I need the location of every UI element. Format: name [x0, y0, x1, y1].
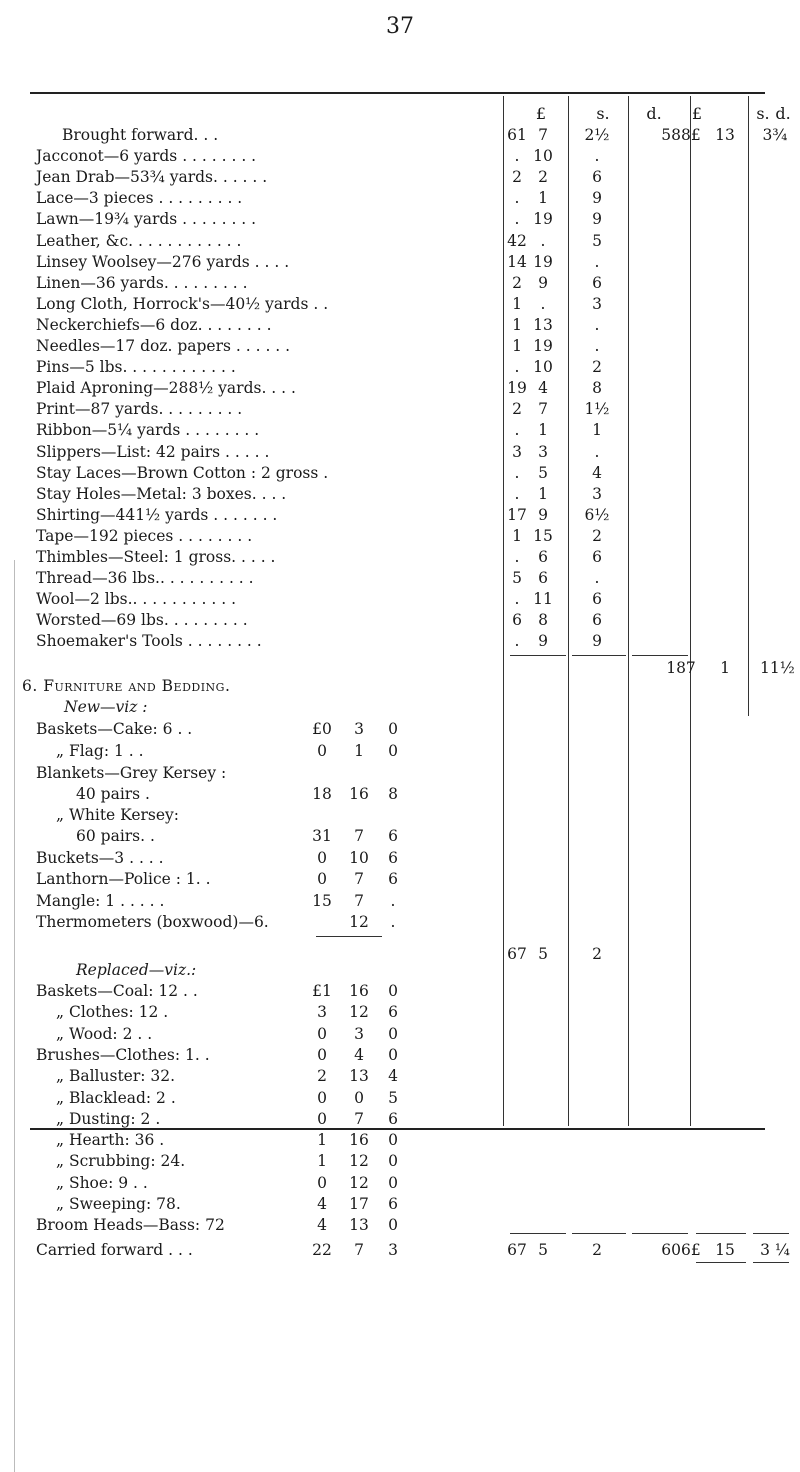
item-label: Slippers—List: 42 pairs . . . . .: [36, 442, 270, 461]
amount-l: 5: [512, 569, 522, 588]
sub-amount-d: 0: [388, 720, 398, 738]
item-label: Neckerchiefs—6 doz. . . . . . . .: [36, 315, 272, 334]
sub-amount-s: 12: [349, 913, 369, 931]
amount-d: .: [594, 442, 600, 461]
sub-amount-l: 31: [312, 827, 332, 845]
amount-d: 2: [592, 1241, 602, 1259]
amount-S: 15: [715, 1241, 735, 1259]
amount-s: 6: [538, 569, 548, 588]
item-label: Ribbon—5¼ yards . . . . . . . .: [36, 421, 260, 440]
header-pounds-total: £: [691, 104, 703, 123]
amount-l: 1: [512, 337, 522, 355]
page-margin-edge: [0, 560, 15, 1472]
sub-amount-l: 0: [317, 1173, 327, 1192]
sub-amount-l: 1: [317, 1131, 327, 1150]
new-item-label: Thermometers (boxwood)—6.: [36, 913, 269, 931]
item-label: Stay Laces—Brown Cotton : 2 gross .: [36, 463, 329, 482]
brought-forward-label: Brought forward. . .: [62, 126, 219, 144]
new-item-label: „ Flag: 1 . .: [56, 742, 144, 760]
header-pence-total: d.: [775, 104, 791, 123]
amount-l: 67: [507, 945, 527, 963]
amount-l: .: [514, 358, 520, 377]
amount-d: 3: [592, 294, 602, 313]
page-number: 37: [386, 14, 414, 39]
sum-rule: [510, 1233, 566, 1234]
sub-amount-s: 12: [349, 1003, 369, 1022]
new-item-label: Buckets—3 . . . .: [36, 849, 164, 867]
sub-amount-l: 0: [317, 1088, 327, 1107]
item-label: Leather, &c. . . . . . . . . . . .: [36, 231, 242, 250]
replaced-item-label: „ Dusting: 2 .: [56, 1109, 161, 1128]
replaced-item-label: „ Balluster: 32.: [56, 1067, 176, 1086]
item-label: Plaid Aproning—288½ yards. . . .: [36, 379, 296, 398]
sub-amount-d: 8: [388, 785, 398, 803]
sub-amount-d: 3: [388, 1241, 398, 1259]
item-label: Pins—5 lbs. . . . . . . . . . . .: [36, 358, 236, 377]
amount-l: .: [514, 189, 520, 208]
header-pence: d.: [646, 104, 662, 123]
sub-amount-d: 0: [388, 982, 398, 1000]
sum-rule: [572, 655, 626, 656]
sub-amount-d: 6: [388, 827, 398, 845]
item-label: Shoemaker's Tools . . . . . . . .: [36, 632, 262, 651]
sub-amount-s: 17: [349, 1195, 369, 1213]
amount-d: .: [594, 337, 600, 355]
amount-l: 17: [507, 505, 527, 524]
sub-amount-d: 6: [388, 1195, 398, 1213]
amount-L: 187: [666, 659, 696, 677]
amount-l: .: [514, 463, 520, 482]
sub-amount-d: 0: [388, 1173, 398, 1192]
sub-amount-l: 22: [312, 1241, 332, 1259]
sub-amount-s: 16: [349, 982, 369, 1000]
sub-amount-s: 12: [349, 1173, 369, 1192]
sub-amount-s: 13: [349, 1216, 369, 1235]
sub-amount-l: 0: [317, 870, 327, 888]
sub-amount-s: 12: [349, 1152, 369, 1171]
sub-sum-rule: [316, 936, 382, 937]
replaced-item-label: „ Clothes: 12 .: [56, 1003, 169, 1022]
amount-d: 6: [592, 590, 602, 609]
amount-s: 2: [538, 168, 548, 187]
sub-amount-d: 0: [388, 1216, 398, 1235]
sub-amount-d: 5: [388, 1088, 398, 1107]
sub-amount-d: 0: [388, 1045, 398, 1064]
new-item-label: „ White Kersey:: [56, 806, 180, 824]
sub-amount-l: 4: [317, 1195, 327, 1213]
amount-s: 7: [538, 126, 548, 144]
sum-rule: [572, 1233, 626, 1234]
sub-amount-s: 3: [354, 1024, 364, 1043]
item-label: Linen—36 yards. . . . . . . . .: [36, 273, 248, 292]
item-label: Print—87 yards. . . . . . . . .: [36, 400, 243, 419]
amount-s: 10: [533, 358, 553, 377]
amount-s: 3: [538, 442, 548, 461]
amount-s: 9: [538, 505, 548, 524]
amount-S: 13: [715, 126, 735, 144]
sub-amount-s: 3: [354, 720, 364, 738]
amount-d: 5: [592, 231, 602, 250]
sub-amount-l: 3: [317, 1003, 327, 1022]
item-label: Shirting—441½ yards . . . . . . .: [36, 505, 278, 524]
sub-amount-l: £0: [312, 720, 332, 738]
new-item-label: Lanthorn—Police : 1. .: [36, 870, 211, 888]
carried-forward-label: Carried forward . . .: [36, 1241, 193, 1259]
new-subheading: New—viz :: [64, 698, 148, 716]
item-label: Jacconot—6 yards . . . . . . . .: [36, 147, 257, 166]
replaced-item-label: „ Blacklead: 2 .: [56, 1088, 176, 1107]
amount-s: .: [540, 231, 546, 250]
amount-d: 2: [592, 358, 602, 377]
replaced-item-label: „ Shoe: 9 . .: [56, 1173, 148, 1192]
amount-l: 1: [512, 526, 522, 545]
amount-d: 6: [592, 548, 602, 566]
sub-amount-s: 1: [354, 742, 364, 760]
amount-l: 67: [507, 1241, 527, 1259]
amount-l: .: [514, 590, 520, 609]
sub-amount-d: 6: [388, 1109, 398, 1128]
amount-l: .: [514, 632, 520, 651]
sub-amount-d: 6: [388, 849, 398, 867]
item-label: Thimbles—Steel: 1 gross. . . . .: [36, 548, 276, 566]
item-label: Lawn—19¾ yards . . . . . . . .: [36, 210, 257, 229]
item-label: Long Cloth, Horrock's—40½ yards . .: [36, 294, 329, 313]
header-shillings: s.: [596, 104, 610, 123]
sub-amount-s: 16: [349, 1131, 369, 1150]
sub-amount-s: 7: [354, 827, 364, 845]
amount-d: 2: [592, 945, 602, 963]
sum-rule: [753, 1262, 789, 1263]
sub-amount-s: 16: [349, 785, 369, 803]
sub-amount-s: 0: [354, 1088, 364, 1107]
new-item-label: Mangle: 1 . . . . .: [36, 892, 165, 910]
amount-d: .: [594, 147, 600, 166]
amount-s: 5: [538, 463, 548, 482]
amount-l: .: [514, 147, 520, 166]
new-item-label: Baskets—Cake: 6 . .: [36, 720, 193, 738]
replaced-item-label: „ Scrubbing: 24.: [56, 1152, 186, 1171]
sub-amount-l: £1: [312, 982, 332, 1000]
amount-d: 6: [592, 273, 602, 292]
amount-d: 9: [592, 632, 602, 651]
amount-l: 42: [507, 231, 527, 250]
sub-amount-l: 0: [317, 1045, 327, 1064]
sub-amount-s: 7: [354, 1241, 364, 1259]
top-rule: [30, 92, 765, 94]
sum-rule: [696, 1233, 746, 1234]
sub-amount-s: 7: [354, 892, 364, 910]
sum-rule: [753, 1233, 789, 1234]
sub-amount-d: 0: [388, 1152, 398, 1171]
item-label: Linsey Woolsey—276 yards . . . .: [36, 252, 290, 271]
replaced-item-label: „ Sweeping: 78.: [56, 1195, 181, 1213]
amount-d: 1: [592, 421, 602, 440]
column-rule: [690, 96, 691, 1126]
column-rule: [503, 96, 504, 1126]
amount-d: 4: [592, 463, 602, 482]
amount-l: 2: [512, 273, 522, 292]
sub-amount-l: 0: [317, 742, 327, 760]
amount-l: .: [514, 210, 520, 229]
header-pounds: £: [535, 104, 547, 123]
item-label: Needles—17 doz. papers . . . . . .: [36, 337, 291, 355]
sub-amount-d: 4: [388, 1067, 398, 1086]
replaced-item-label: „ Hearth: 36 .: [56, 1131, 165, 1150]
amount-s: 7: [538, 400, 548, 419]
replaced-subheading: Replaced—viz.:: [76, 961, 197, 979]
amount-s: 8: [538, 611, 548, 630]
sub-amount-l: 0: [317, 1109, 327, 1128]
sub-amount-l: 1: [317, 1152, 327, 1171]
amount-D: 11½: [760, 659, 795, 677]
amount-d: .: [594, 315, 600, 334]
amount-s: 1: [538, 484, 548, 503]
sub-amount-s: 7: [354, 870, 364, 888]
amount-s: 9: [538, 273, 548, 292]
sum-rule: [510, 655, 566, 656]
column-rule: [628, 96, 629, 1126]
header-shillings-total: s.: [756, 104, 770, 123]
amount-d: 8: [592, 379, 602, 398]
sub-amount-s: 10: [349, 849, 369, 867]
sub-amount-s: 7: [354, 1109, 364, 1128]
amount-L: 588£: [661, 126, 701, 144]
sub-amount-d: 6: [388, 1003, 398, 1022]
amount-d: 6½: [584, 505, 610, 524]
item-label: Jean Drab—53¾ yards. . . . . .: [36, 168, 268, 187]
amount-d: 9: [592, 210, 602, 229]
amount-D: 3¾: [762, 126, 788, 144]
sub-amount-d: 0: [388, 742, 398, 760]
sub-amount-l: 2: [317, 1067, 327, 1086]
sub-amount-d: 0: [388, 1131, 398, 1150]
amount-s: 19: [533, 337, 553, 355]
amount-d: 6: [592, 611, 602, 630]
amount-L: 606£: [661, 1241, 701, 1259]
amount-s: 19: [533, 252, 553, 271]
sub-amount-s: 4: [354, 1045, 364, 1064]
amount-s: 5: [538, 945, 548, 963]
amount-l: 2: [512, 168, 522, 187]
amount-s: 4: [538, 379, 548, 398]
new-item-label: Blankets—Grey Kersey :: [36, 764, 227, 782]
amount-s: 1: [538, 189, 548, 208]
amount-d: 6: [592, 168, 602, 187]
amount-l: 19: [507, 379, 527, 398]
sub-amount-l: 0: [317, 1024, 327, 1043]
amount-l: 61: [507, 126, 527, 144]
amount-d: .: [594, 569, 600, 588]
sub-amount-d: 0: [388, 1024, 398, 1043]
amount-d: 1½: [584, 400, 610, 419]
replaced-item-label: Broom Heads—Bass: 72: [36, 1216, 225, 1235]
amount-s: 6: [538, 548, 548, 566]
amount-D: 3 ¼: [760, 1241, 790, 1259]
amount-l: .: [514, 484, 520, 503]
amount-s: 5: [538, 1241, 548, 1259]
amount-d: .: [594, 252, 600, 271]
amount-s: 19: [533, 210, 553, 229]
item-label: Thread—36 lbs.. . . . . . . . . .: [36, 569, 254, 588]
new-item-label: 40 pairs .: [76, 785, 150, 803]
item-label: Tape—192 pieces . . . . . . . .: [36, 526, 253, 545]
column-rule: [568, 96, 569, 1126]
amount-d: 2: [592, 526, 602, 545]
item-label: Lace—3 pieces . . . . . . . . .: [36, 189, 243, 208]
amount-S: 1: [720, 659, 730, 677]
section-heading: 6. Furniture and Bedding.: [22, 677, 231, 695]
amount-s: 9: [538, 632, 548, 651]
amount-l: 3: [512, 442, 522, 461]
bottom-rule: [30, 1128, 765, 1130]
sub-amount-l: 4: [317, 1216, 327, 1235]
amount-l: 6: [512, 611, 522, 630]
sub-amount-d: 6: [388, 870, 398, 888]
sum-rule: [632, 1233, 688, 1234]
amount-d: 9: [592, 189, 602, 208]
amount-l: 1: [512, 315, 522, 334]
sub-amount-l: 15: [312, 892, 332, 910]
amount-l: 2: [512, 400, 522, 419]
sub-amount-d: .: [390, 892, 396, 910]
amount-s: 11: [533, 590, 553, 609]
amount-l: .: [514, 548, 520, 566]
item-label: Worsted—69 lbs. . . . . . . . .: [36, 611, 248, 630]
sub-amount-l: 18: [312, 785, 332, 803]
column-rule: [748, 96, 749, 716]
amount-s: 15: [533, 526, 553, 545]
amount-s: .: [540, 294, 546, 313]
sub-amount-d: .: [390, 913, 396, 931]
amount-s: 13: [533, 315, 553, 334]
amount-s: 1: [538, 421, 548, 440]
new-item-label: 60 pairs. .: [76, 827, 155, 845]
item-label: Wool—2 lbs.. . . . . . . . . . .: [36, 590, 237, 609]
sum-rule: [696, 1262, 746, 1263]
item-label: Stay Holes—Metal: 3 boxes. . . .: [36, 484, 287, 503]
sub-amount-l: 0: [317, 849, 327, 867]
amount-l: 1: [512, 294, 522, 313]
amount-l: .: [514, 421, 520, 440]
amount-s: 10: [533, 147, 553, 166]
amount-d: 2½: [584, 126, 610, 144]
amount-l: 14: [507, 252, 527, 271]
replaced-item-label: „ Wood: 2 . .: [56, 1024, 153, 1043]
sum-rule: [632, 655, 688, 656]
replaced-item-label: Baskets—Coal: 12 . .: [36, 982, 198, 1000]
replaced-item-label: Brushes—Clothes: 1. .: [36, 1045, 210, 1064]
amount-d: 3: [592, 484, 602, 503]
sub-amount-s: 13: [349, 1067, 369, 1086]
